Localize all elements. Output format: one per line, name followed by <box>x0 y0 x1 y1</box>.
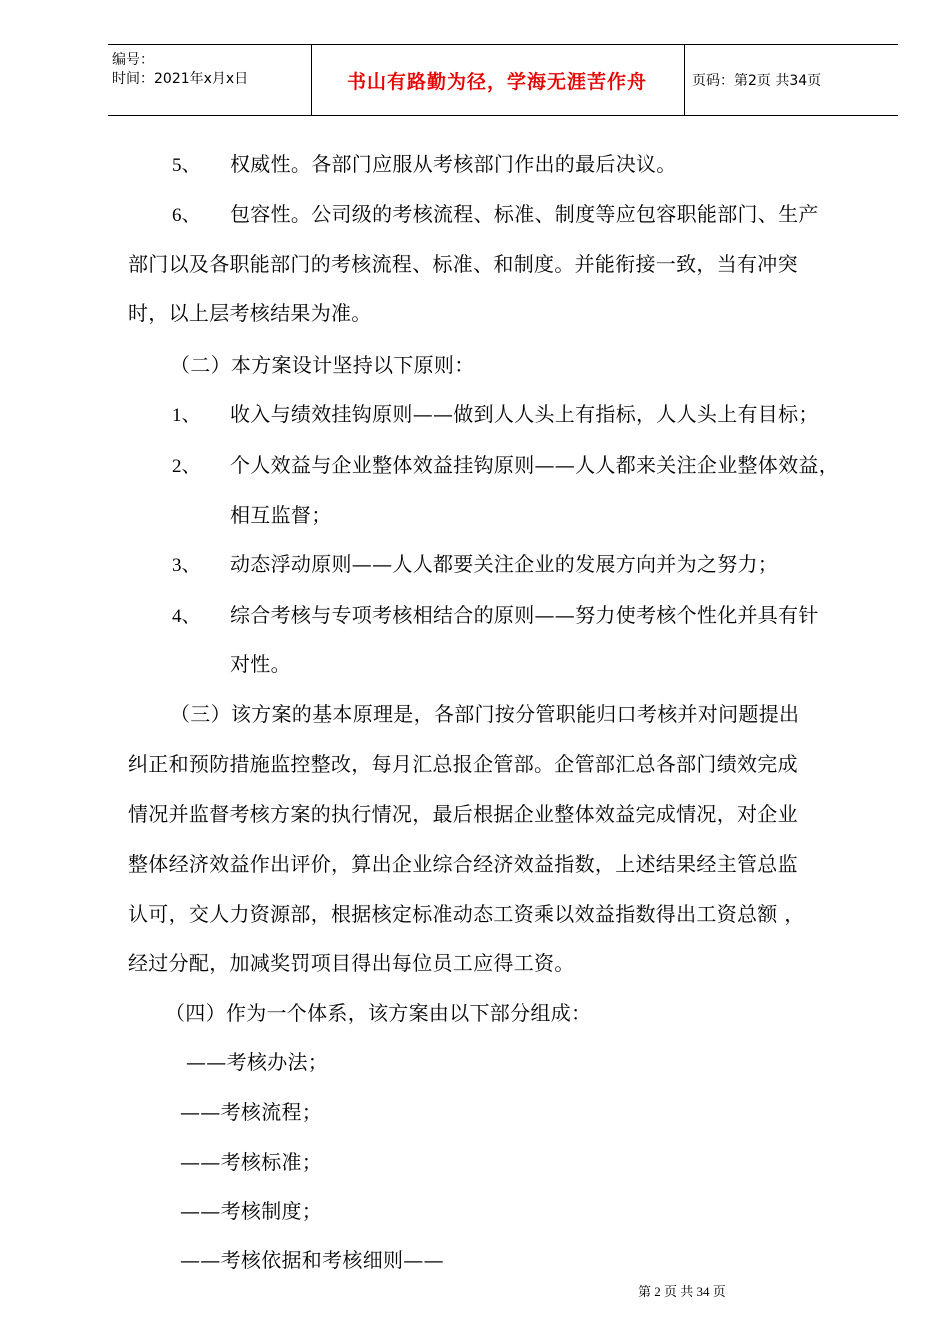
header-meta <box>112 51 248 89</box>
header-page-info: 页码：第2页 共34页 <box>692 73 822 89</box>
paragraph-line: 综合考核与专项考核相结合的原则——努力使考核个性化并具有针 <box>230 603 819 627</box>
item-number: 5、 <box>172 155 201 176</box>
paragraph-line: 时，以上层考核结果为准。 <box>128 301 372 325</box>
item-number: 4、 <box>172 606 201 627</box>
item-number: 3、 <box>172 555 201 576</box>
paragraph-line: 认可，交人力资源部，根据核定标准动态工资乘以效益指数得出工资总额 ， <box>128 902 805 926</box>
paragraph-line: 部门以及各职能部门的考核流程、标准、和制度。并能衔接一致，当有冲突 <box>128 252 798 276</box>
paragraph-line: 动态浮动原则——人人都要关注企业的发展方向并为之努力； <box>230 552 779 576</box>
header-motto: 书山有路勤为径，学海无涯苦作舟 <box>346 70 647 93</box>
paragraph-line: （三）该方案的基本原理是，各部门按分管职能归口考核并对问题提出 <box>170 702 800 726</box>
paragraph-line: 纠正和预防措施监控整改，每月汇总报企管部。企管部汇总各部门绩效完成 <box>128 752 798 776</box>
paragraph-line: 个人效益与企业整体效益挂钩原则——人人都来关注企业整体效益， <box>230 453 839 477</box>
paragraph-line: 包容性。公司级的考核流程、标准、制度等应包容职能部门、生产 <box>230 202 819 226</box>
paragraph-line: 整体经济效益作出评价，算出企业综合经济效益指数，上述结果经主管总监 <box>128 852 798 876</box>
item-number: 6、 <box>172 205 201 226</box>
paragraph-line: 情况并监督考核方案的执行情况，最后根据企业整体效益完成情况，对企业 <box>128 802 798 826</box>
paragraph-line: 相互监督； <box>230 503 332 527</box>
paragraph-line: 权威性。各部门应服从考核部门作出的最后决议。 <box>230 152 677 176</box>
time-label: 时间：2021年x月x日 <box>112 71 249 87</box>
paragraph-line: 经过分配，加减奖罚项目得出每位员工应得工资。 <box>128 951 575 975</box>
header-divider <box>684 45 685 115</box>
list-item: ——考核制度； <box>180 1199 323 1223</box>
number-label: 编号： <box>112 52 154 68</box>
paragraph-line: 收入与绩效挂钩原则——做到人人头上有指标，人人头上有目标； <box>230 402 819 426</box>
section-title: （二）本方案设计坚持以下原则： <box>170 353 475 377</box>
item-number: 1、 <box>172 405 201 426</box>
page-footer: 第 2 页 共 34 页 <box>638 1284 726 1299</box>
list-item: ——考核办法； <box>186 1050 329 1074</box>
paragraph-line: 对性。 <box>230 652 291 676</box>
list-item: ——考核依据和考核细则—— <box>180 1248 444 1272</box>
item-number: 2、 <box>172 456 201 477</box>
page-header <box>108 44 898 116</box>
list-item: ——考核标准； <box>180 1150 323 1174</box>
section-title: （四）作为一个体系，该方案由以下部分组成： <box>165 1001 592 1025</box>
list-item: ——考核流程； <box>180 1100 323 1124</box>
